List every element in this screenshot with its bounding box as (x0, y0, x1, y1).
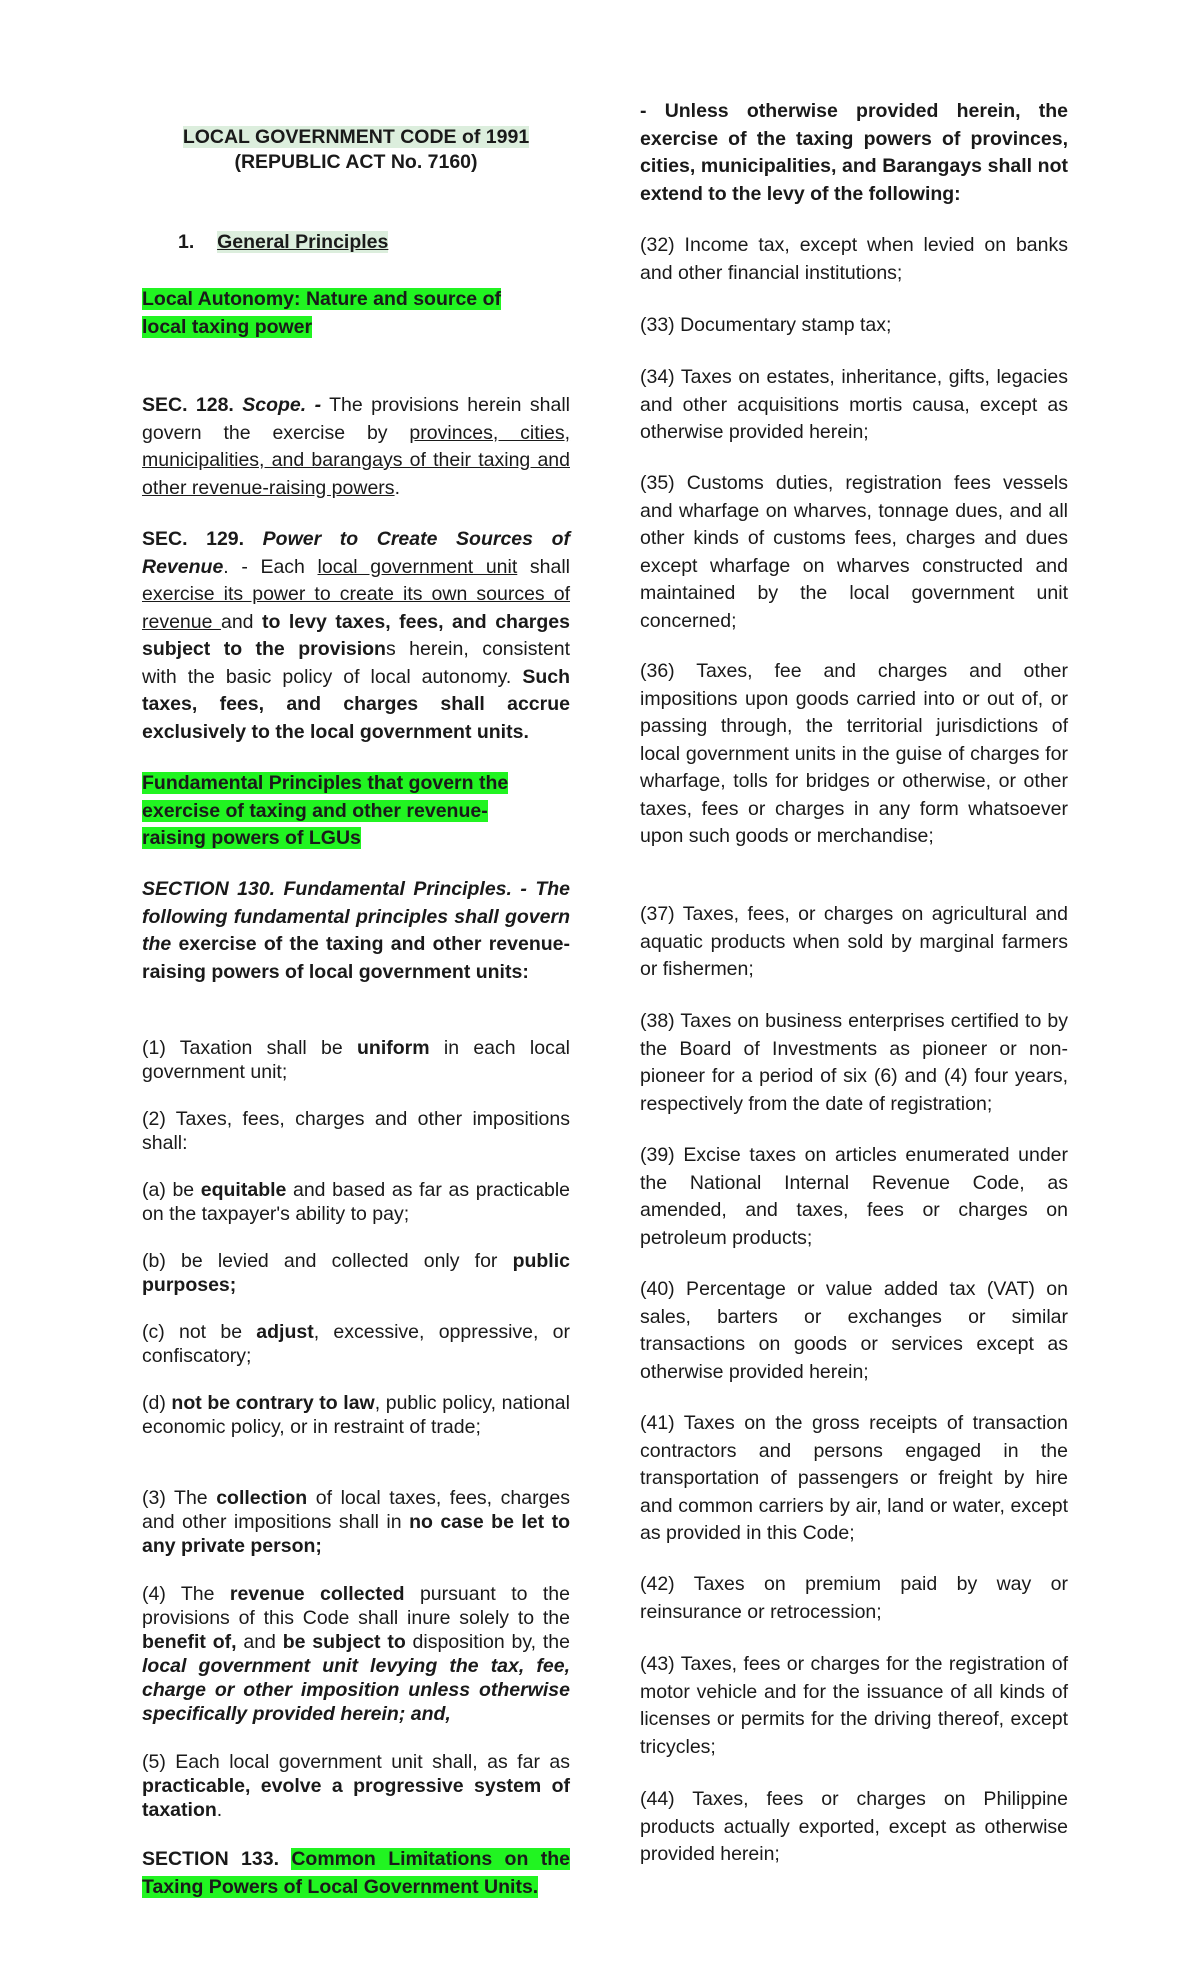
principle-5-bold: practicable, evolve a progressive system of taxation (142, 1775, 570, 1821)
principle-2c (142, 1320, 570, 1368)
limitation-item: (39) Excise taxes on articles enumerated under the National Internal Revenue Code, as amended, and taxes, fees or charges on petroleum products; (640, 1144, 1068, 1249)
limitation-item: (37) Taxes, fees, or charges on agricultural and aquatic products when sold by marginal farmers or fishermen; (640, 903, 1068, 980)
principle-2a-bold: equitable (200, 1179, 287, 1201)
principle-3-bold: collection (216, 1487, 308, 1509)
principle-4 (142, 1582, 570, 1726)
limitation-item: (41) Taxes on the gross receipts of transaction contractors and persons engaged in the transportation of passengers or freight by hire and common carriers by air, land or water, except as provided in this Code; (640, 1412, 1068, 1544)
sec-129-text: . - Each (223, 555, 318, 578)
fundamental-heading (142, 770, 570, 853)
autonomy-heading-line-2: local taxing power (142, 315, 313, 338)
sec-129-text-4: s herein, consistent with the basic policy of local autonomy. (142, 638, 570, 688)
sec-130-intro: SECTION 130. Fundamental Principles. - The following fundamental principles shall govern the (142, 878, 570, 955)
limitation-item: (38) Taxes on business enterprises certified to by the Board of Investments as pioneer or non-pioneer for a period of six (6) and (4) four years, respectively from the date of registration; (640, 1010, 1068, 1115)
limitation-item: (33) Documentary stamp tax; (640, 314, 892, 336)
principle-4-bold-2: benefit of, (142, 1631, 237, 1653)
limitation-item: (42) Taxes on premium paid by way or reinsurance or retrocession; (640, 1573, 1068, 1623)
sec-129-underlined-2: exercise its power to create its own sources of revenue (142, 583, 570, 633)
limitation-item: (32) Income tax, except when levied on banks and other financial institutions; (640, 234, 1068, 284)
sec-133-highlight-2: Taxing Powers of Local Government Units. (142, 1875, 539, 1898)
principle-2d (142, 1391, 570, 1439)
principle-2b-bold: public purposes; (142, 1250, 570, 1296)
principle-4-text-2: pursuant to the provisions of this Code shall inure solely to the (142, 1583, 570, 1629)
sec-133-number: SECTION 133. (142, 1848, 292, 1870)
principle-3 (142, 1486, 570, 1558)
document-title (142, 125, 570, 175)
limitations-intro: - Unless otherwise provided herein, the exercise of the taxing powers of provinces, cities, municipalities, and Barangays shall not extend to the levy of the following: (640, 100, 1068, 205)
sec-129-text-3: and (220, 610, 262, 633)
principle-2c-bold: adjust (256, 1321, 314, 1343)
principle-4-text-3: and (236, 1631, 283, 1653)
limitation-item: (35) Customs duties, registration fees vessels and wharfage on wharves, tonnage dues, and all other kinds of customs fees, charges and dues except wharfage on wharves constructed and maintained by the local government unit concerned; (640, 472, 1068, 632)
principle-3-text-2: of local taxes, fees, charges and other impositions shall in (142, 1487, 570, 1533)
sec-128-text: The provisions herein shall govern the exercise by (142, 394, 570, 444)
principle-3-text: (3) The (142, 1487, 217, 1509)
principle-2-text: (2) Taxes, fees, charges and other impositions shall: (142, 1108, 570, 1154)
sec-129-title: Power to Create Sources of Revenue (142, 528, 570, 578)
fundamental-heading-line-1: Fundamental Principles that govern the (142, 772, 509, 794)
sec-133-highlight-1: Common Limitations on the (291, 1848, 570, 1870)
principle-2d-text: (d) (142, 1392, 172, 1414)
principle-2c-text: (c) not be (142, 1321, 257, 1343)
principle-2 (142, 1107, 570, 1155)
fundamental-heading-line-3: raising powers of LGUs (142, 827, 361, 849)
limitation-item: (36) Taxes, fee and charges and other impositions upon goods carried into or out of, or passing through, the territorial jurisdictions of local government units in the guise of charges for wharfage, tolls for bridges or otherwise, or other taxes, fees or charges in any form whatsoever upon such goods or merchandise; (640, 660, 1068, 847)
principle-2d-text-2: , public policy, national economic policy, or in restraint of trade; (142, 1392, 570, 1438)
principle-1 (142, 1036, 570, 1084)
principle-4-bold: revenue collected (229, 1583, 405, 1605)
principle-4-bold-3: be subject to (282, 1631, 406, 1653)
limitation-item: (34) Taxes on estates, inheritance, gifts, legacies and other acquisitions mortis causa, except as otherwise provided herein; (640, 366, 1068, 443)
principle-4-bold-italic: local government unit levying the tax, fee, charge or other imposition unless otherwise specifically provided herein; and, (142, 1655, 570, 1725)
principle-2b (142, 1249, 570, 1297)
principle-4-text-4: disposition by, the (405, 1631, 570, 1653)
sec-129-bold-2: Such taxes, fees, and charges shall accrue exclusively to the local government units. (142, 665, 570, 743)
sec-129-bold-1: to levy taxes, fees, and charges subject to the provision (142, 610, 570, 660)
sec-129-underlined-1: local government unit (317, 555, 518, 578)
limitation-item: (43) Taxes, fees or charges for the registration of motor vehicle and for the issuance of all kinds of licenses or permits for the driving thereof, except tricycles; (640, 1653, 1068, 1758)
sec-128-number: SEC. 128. (142, 394, 234, 416)
principle-1-text-2: in each local government unit; (142, 1037, 570, 1083)
heading-number: 1. (178, 231, 195, 253)
sec-128-text-end: . (394, 476, 400, 499)
principle-2d-bold: not be contrary to law (171, 1392, 375, 1414)
principle-2a (142, 1178, 570, 1226)
sec-129-number: SEC. 129. (142, 528, 245, 550)
autonomy-heading (142, 286, 570, 341)
limitation-item: (40) Percentage or value added tax (VAT) on sales, barters or exchanges or similar transactions on goods or services except as otherwise provided herein; (640, 1278, 1068, 1383)
title-line-1: LOCAL GOVERNMENT CODE of 1991 (182, 126, 530, 148)
sec-133-paragraph (142, 1846, 570, 1901)
sec-129-paragraph (142, 526, 570, 746)
principle-2a-text-2: and based as far as practicable on the taxpayer's ability to pay; (142, 1179, 571, 1225)
principle-4-text: (4) The (142, 1583, 230, 1605)
principle-2b-text: (b) be levied and collected only for (142, 1250, 513, 1272)
principle-5-text-2: . (216, 1799, 223, 1821)
limitation-item: (44) Taxes, fees or charges on Philippine products actually exported, except as otherwise provided herein; (640, 1788, 1068, 1865)
principle-5 (142, 1750, 570, 1822)
principle-3-bold-2: no case be let to any private person; (142, 1511, 571, 1557)
principle-1-bold: uniform (357, 1037, 430, 1059)
autonomy-heading-line-1: Local Autonomy: Nature and source of (142, 288, 501, 310)
principle-2a-text: (a) be (142, 1179, 201, 1201)
sec-128-underlined: provinces, cities, municipalities, and barangays of their taxing and other revenue-raising powers (142, 421, 571, 499)
title-line-2: (REPUBLIC ACT No. 7160) (234, 151, 478, 173)
sec-128-paragraph (142, 392, 570, 502)
fundamental-heading-line-2: exercise of taxing and other revenue- (142, 799, 488, 822)
sec-130-paragraph (142, 876, 570, 986)
sec-130-text: exercise of the taxing and other revenue-raising powers of local government units: (142, 933, 570, 983)
principle-2c-text-2: , excessive, oppressive, or confiscatory; (142, 1321, 570, 1367)
principle-5-text: (5) Each local government unit shall, as far as (142, 1751, 570, 1773)
heading-label: General Principles (217, 231, 389, 253)
sec-129-text-2: shall (517, 555, 571, 578)
principle-1-text: (1) Taxation shall be (142, 1037, 358, 1059)
section-heading (178, 229, 578, 257)
sec-128-title: Scope. - (242, 394, 322, 416)
